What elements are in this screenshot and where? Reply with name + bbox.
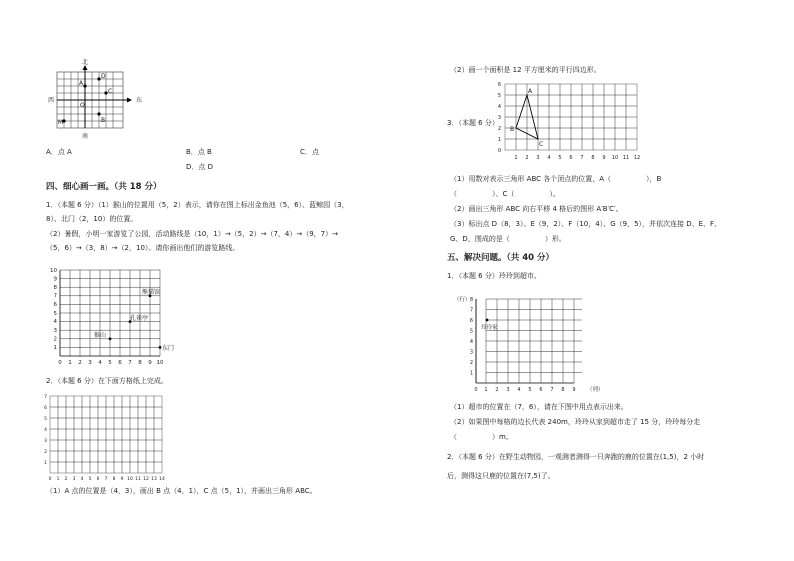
y-tick: 6 <box>469 318 473 324</box>
x-tick: 1 <box>68 360 72 366</box>
q2-grid <box>40 392 170 482</box>
x-tick: 6 <box>569 155 573 161</box>
y-tick: 7 <box>53 293 57 300</box>
q1-text-line3: （2）暑假，小明一家游览了公园，活动路线是（10，1）→（5，2）→（7，4）→（9，7）→ <box>46 230 338 238</box>
point-c-label: C <box>108 88 113 95</box>
y-tick: 8 <box>469 297 473 303</box>
x-tick: 1 <box>484 387 488 393</box>
q2-x-axis-ticks <box>49 476 165 482</box>
x-tick: 8 <box>591 155 595 161</box>
x-tick: 0 <box>474 387 478 393</box>
x-tick: 4 <box>98 360 102 366</box>
p1-sub1-text: （1）超市的位置在（7，6），请在下图中用点表示出来。 <box>450 403 628 411</box>
vertex-c-label: C <box>539 141 544 148</box>
east-label: 东 <box>135 97 143 104</box>
y-tick: 1 <box>53 345 57 351</box>
point-d-label: D <box>101 73 106 80</box>
triangle-grid-lines <box>505 84 637 150</box>
x-tick: 5 <box>528 387 532 393</box>
peacock-pavilion-label: 孔雀亭 <box>130 315 149 322</box>
supermarket-grid <box>452 290 612 395</box>
x-tick: 10 <box>156 360 164 366</box>
y-tick: 8 <box>53 285 57 291</box>
y-tick: 7 <box>469 307 473 314</box>
x-tick: 6 <box>539 387 543 393</box>
point-b <box>97 112 100 115</box>
east-arrow-icon <box>127 98 132 103</box>
x-tick: 1 <box>56 477 60 482</box>
q3-sub3-line2: G、D，围成的是（ ）形。 <box>450 235 566 243</box>
y-tick: 4 <box>53 319 57 325</box>
x-tick: 2 <box>78 360 82 366</box>
park-map-grid <box>50 265 190 370</box>
q1-text-line2: 8）、北门（2，10）的位置。 <box>46 215 138 223</box>
col-axis-label: （列） <box>587 387 604 393</box>
y-tick: 2 <box>497 126 501 132</box>
grid4-y-axis-ticks <box>470 297 473 377</box>
lingling-home-point <box>486 319 489 322</box>
x-tick: 10 <box>611 155 619 161</box>
y-tick: 5 <box>44 417 47 422</box>
q2-grid-lines <box>50 396 162 473</box>
q3-sub1-line1: （1）用数对表示三角形 ABC 各个顶点的位置，A（ ），B <box>450 175 662 183</box>
triangle-grid <box>493 78 653 164</box>
y-tick: 1 <box>44 461 47 466</box>
q2-sub2-text: （2）画一个面积是 12 平方厘米的平行四边形。 <box>450 66 601 74</box>
vertex-a-label: A <box>528 88 533 95</box>
option-a[interactable]: A．点 A <box>46 148 72 156</box>
y-tick: 7 <box>44 395 47 400</box>
point-m-label: M <box>58 119 64 126</box>
x-tick: 7 <box>580 155 584 161</box>
monkey-hill-label: 猴山 <box>94 332 107 339</box>
q3-label: 3．（本题 6 分） <box>447 119 499 127</box>
q2-y-axis-ticks <box>44 394 47 466</box>
x-tick: 6 <box>118 360 122 366</box>
y-tick: 3 <box>497 115 501 121</box>
x-tick: 14 <box>159 477 165 482</box>
x-tick: 4 <box>80 477 84 482</box>
q1-text-line1: 1．（本题 6 分）（1）猴山的位置用（5，2）表示，请你在图上标出金鱼池（5，6）、蓝鲸园（3， <box>46 201 349 209</box>
x-tick: 9 <box>572 387 576 393</box>
x-tick: 7 <box>128 360 132 366</box>
compass-grid-figure <box>45 60 145 150</box>
y-tick: 5 <box>53 311 57 317</box>
vertex-b-label: B <box>510 126 515 133</box>
y-tick: 2 <box>44 450 47 455</box>
x-tick: 3 <box>506 387 510 393</box>
map1-y-axis-ticks <box>50 268 58 351</box>
row-axis-label: （行） <box>454 297 471 303</box>
p1-text: 1．（本题 6 分）玲玲到超市。 <box>447 272 541 280</box>
x-tick: 5 <box>108 360 112 366</box>
y-tick: 3 <box>53 328 57 334</box>
y-tick: 4 <box>469 339 473 345</box>
y-tick: 9 <box>53 276 57 283</box>
y-tick: 5 <box>497 93 501 99</box>
p1-sub2-line2: （ ）m。 <box>450 433 513 441</box>
option-b[interactable]: B．点 B <box>186 148 212 156</box>
y-tick: 5 <box>469 328 473 335</box>
q2-sub1-text: （1）A 点的位置是（4，3），画出 B 点（4，1），C 点（5，1），并画出三角形 ABC。 <box>46 487 317 495</box>
x-tick: 4 <box>547 155 551 161</box>
x-tick: 9 <box>602 155 606 161</box>
supermarket-grid-lines <box>476 299 582 383</box>
y-tick: 2 <box>469 360 473 366</box>
x-tick: 4 <box>517 387 521 393</box>
west-label: 西 <box>47 97 55 104</box>
x-tick: 12 <box>143 477 149 482</box>
x-tick: 6 <box>96 477 100 482</box>
y-tick: 2 <box>53 336 57 343</box>
x-tick: 8 <box>112 477 116 482</box>
south-label: 南 <box>81 133 89 140</box>
x-tick: 2 <box>525 155 529 161</box>
y-tick: 4 <box>44 428 47 433</box>
x-tick: 8 <box>138 360 142 366</box>
east-gate-label: 东门 <box>162 345 175 352</box>
q3-sub1-line2: （ ）、C（ ）。 <box>450 190 560 198</box>
x-tick: 0 <box>58 360 62 366</box>
y-tick: 1 <box>497 137 501 143</box>
x-tick: 2 <box>64 477 68 482</box>
y-tick: 3 <box>44 439 47 444</box>
x-tick: 3 <box>536 155 540 161</box>
grid3-y-axis-ticks <box>498 82 501 154</box>
x-tick: 10 <box>127 477 133 482</box>
section-5-title: 五、解决问题。（共 40 分） <box>447 253 554 263</box>
grid3-x-axis-ticks <box>514 155 640 161</box>
y-tick: 4 <box>497 104 501 110</box>
panda-hall-label: 熊猫馆 <box>142 289 161 296</box>
y-tick: 0 <box>497 148 501 154</box>
x-tick: 0 <box>48 477 52 482</box>
point-b-label: B <box>101 117 106 124</box>
x-tick: 7 <box>104 477 108 482</box>
y-tick: 10 <box>50 268 57 274</box>
q2-text: 2．（本题 6 分）在下面方格纸上完成。 <box>46 377 168 385</box>
point-a <box>83 84 86 87</box>
x-tick: 8 <box>561 387 565 393</box>
point-o-label: O <box>80 102 85 109</box>
y-tick: 6 <box>44 406 47 411</box>
option-c[interactable]: C．点 <box>300 148 319 156</box>
x-tick: 3 <box>72 477 76 482</box>
q3-sub2-text: （2）画出三角形 ABC 向右平移 4 格后的图形 A′B′C′。 <box>450 205 623 213</box>
option-d[interactable]: D．点 D <box>186 163 214 171</box>
y-tick: 6 <box>53 302 57 308</box>
x-tick: 7 <box>550 387 554 393</box>
map1-x-axis-ticks <box>58 360 164 366</box>
q3-sub3-line1: （3）标出点 D（8，3）、E（9，2）、F（10，4）、G（9，5），并依次连接 D、E、F、 <box>450 220 722 228</box>
point-a-label: A <box>79 80 84 87</box>
monkey-hill-point <box>109 337 112 340</box>
p2-text-line1: 2．（本题 6 分）在野生动物园，一观测者测得一只奔跑的鹿的位置在(1,5)，2 小时 <box>447 453 705 461</box>
y-tick: 6 <box>497 82 501 88</box>
park-map-grid-lines <box>60 270 160 356</box>
x-tick: 2 <box>495 387 499 393</box>
x-tick: 5 <box>558 155 562 161</box>
q1-text-line4: （5，6）→（3，8）→（2，10）。请你画出他们的游览路线。 <box>46 244 240 252</box>
x-tick: 11 <box>622 155 630 161</box>
y-tick: 1 <box>469 370 473 377</box>
x-tick: 3 <box>88 360 92 366</box>
x-tick: 5 <box>88 477 92 482</box>
north-label: 北 <box>81 59 89 66</box>
p1-sub2-line1: （2）如果图中每格的边长代表 240m，玲玲从家到超市走了 15 分，玲玲每分走 <box>450 418 701 426</box>
east-gate-point <box>159 346 162 349</box>
x-tick: 9 <box>148 360 152 366</box>
y-tick: 3 <box>469 349 473 356</box>
x-tick: 11 <box>135 477 141 482</box>
x-tick: 12 <box>633 155 641 161</box>
x-tick: 1 <box>514 155 518 161</box>
section-4-title: 四、细心画一画。（共 18 分） <box>46 182 162 192</box>
p2-text-line2: 后，测得这只鹿的位置在(7,5)了。 <box>447 472 555 480</box>
x-tick: 9 <box>120 477 124 482</box>
grid4-x-axis-ticks <box>474 387 575 393</box>
x-tick: 13 <box>151 477 157 482</box>
lingling-home-label: 玲玲家 <box>481 325 498 331</box>
